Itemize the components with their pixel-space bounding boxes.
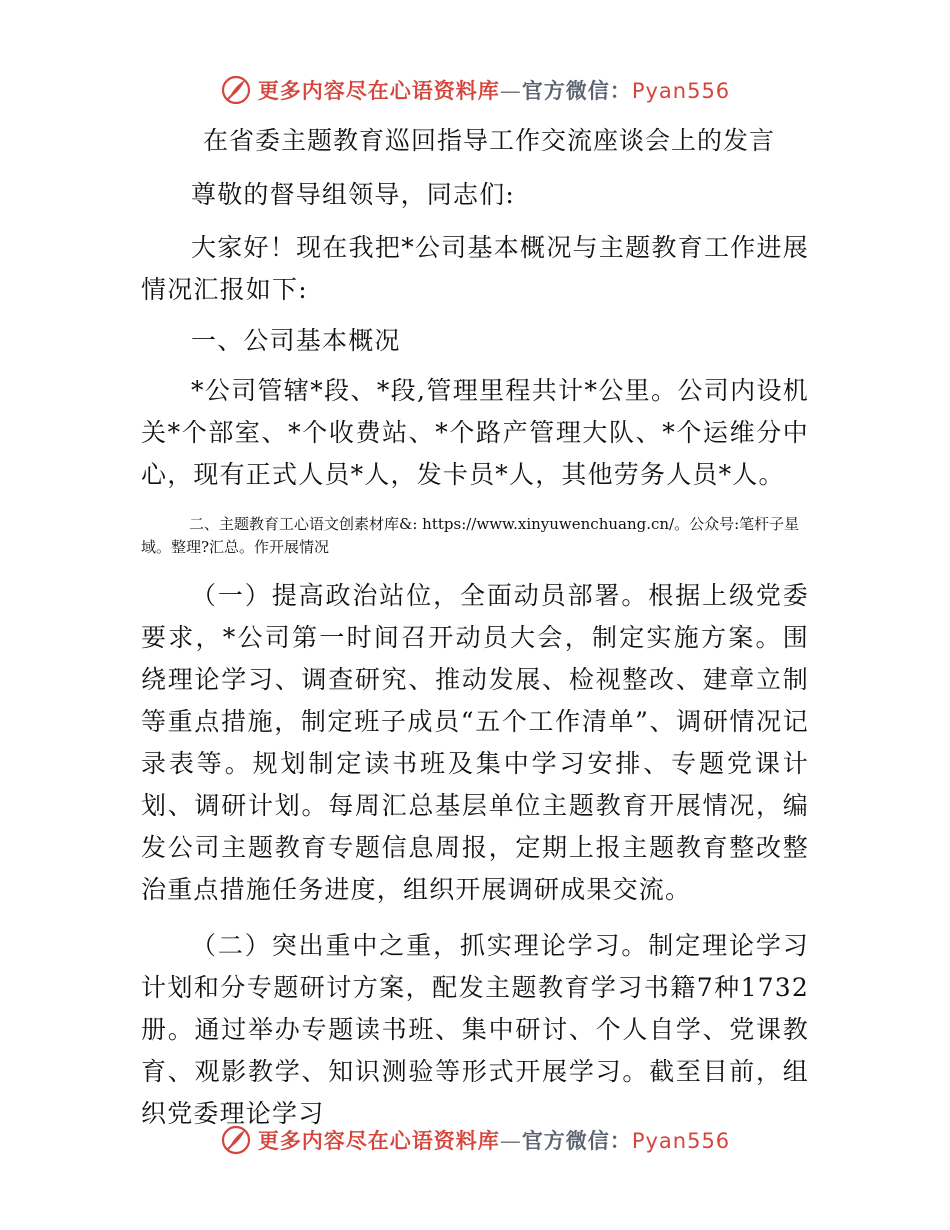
section1-heading: 一、公司基本概况 <box>191 326 401 355</box>
banner-text <box>258 1125 730 1155</box>
paragraph-2: （二）突出重中之重，抓实理论学习。制定理论学习计划和分专题研讨方案，配发主题教育学习书籍7种1732册。通过举办专题读书班、集中研讨、个人自学、党课教育、观影教学、知识测验等形式开展学习。截至目前，组织党委理论学习 <box>141 931 809 1128</box>
banner-dash: — <box>499 79 522 103</box>
banner-main: 更多内容尽在心语资料库 <box>257 1129 500 1153</box>
footer-banner <box>0 1120 950 1160</box>
document-title: 在省委主题教育巡回指导工作交流座谈会上的发言 <box>203 126 776 155</box>
banner-dash: — <box>499 1129 522 1153</box>
section2-heading: 二、主题教育工心语文创素材库&: https://www.xinyuwenchuang.cn/。公众号:笔杆子星域。整理?汇总。作开展情况 <box>141 515 800 556</box>
banner-text <box>258 75 730 105</box>
greeting: 尊敬的督导组领导，同志们: <box>191 180 516 209</box>
intro-paragraph: 大家好！现在我把*公司基本概况与主题教育工作进展情况汇报如下: <box>141 233 809 304</box>
banner-wechat-label: 官方微信： <box>521 79 632 103</box>
section1-body: *公司管辖*段、*段,管理里程共计*公里。公司内设机关*个部室、*个收费站、*个路产管理大队、*个运维分中心，现有正式人员*人，发卡员*人，其他劳务人员*人。 <box>141 376 809 489</box>
banner-wechat-id: Pyan556 <box>631 1129 731 1153</box>
banner-wechat-label: 官方微信： <box>521 1129 632 1153</box>
header-banner <box>0 70 950 110</box>
quill-logo-icon <box>220 74 252 106</box>
banner-wechat-id: Pyan556 <box>631 79 731 103</box>
quill-logo-icon <box>220 1124 252 1156</box>
paragraph-1: （一）提高政治站位，全面动员部署。根据上级党委要求，*公司第一时间召开动员大会，制定实施方案。围绕理论学习、调查研究、推动发展、检视整改、建章立制等重点措施，制定班子成员“五个工作清单”、调研情况记录表等。规划制定读书班及集中学习安排、专题党课计划、调研计划。每周汇总基层单位主题教育开展情况，编发公司主题教育专题信息周报，定期上报主题教育整改整治重点措施任务进度，组织开展调研成果交流。 <box>141 581 809 904</box>
banner-main: 更多内容尽在心语资料库 <box>257 79 500 103</box>
